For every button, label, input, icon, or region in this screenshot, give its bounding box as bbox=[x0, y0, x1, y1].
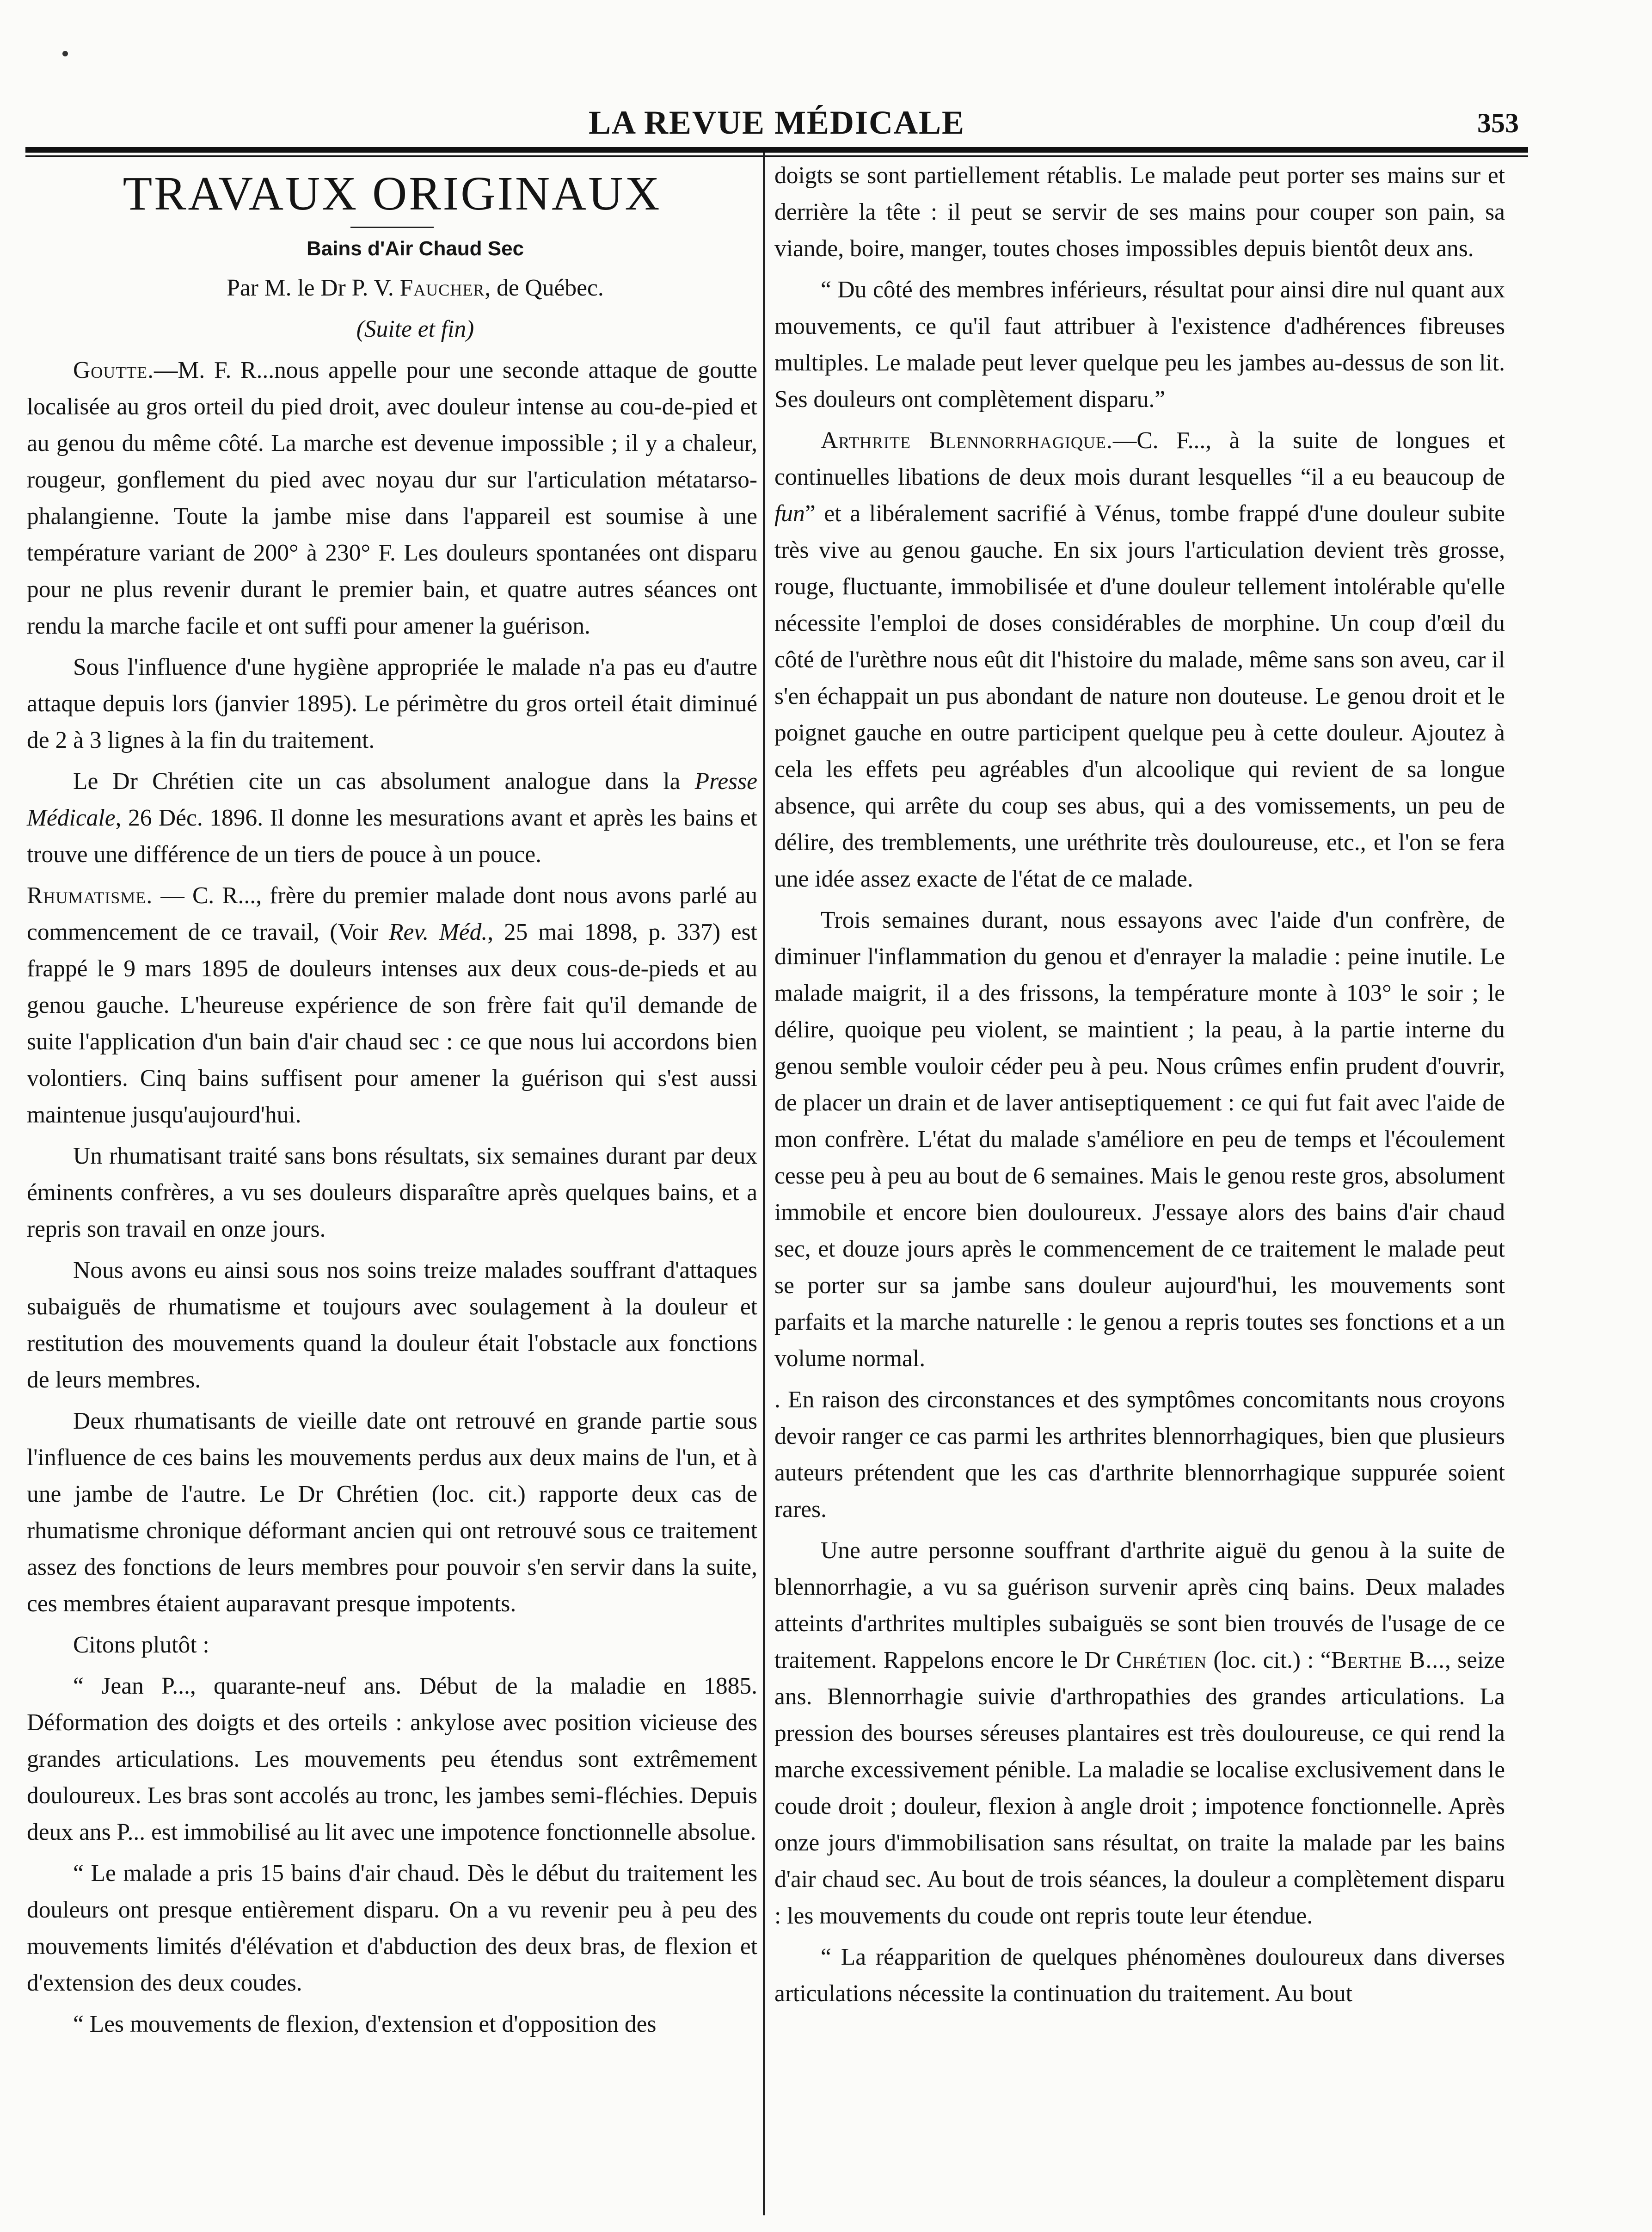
paragraph-rhumatisme bbox=[27, 877, 757, 1133]
paragraph: Trois semaines durant, nous essayons avec l'aide d'un confrère, de diminuer l'inflammation du genou et d'enrayer la maladie : peine inutile. Le malade maigrit, il a des frissons, la température monte à 103° le soir ; le délire, quoique peu violent, se maintient ; la peau, à la partie interne du genou semble vouloir céder peu à peu. Nous crûmes enfin prudent d'ouvrir, de placer un drain et de laver antiseptiquement : ce qui fut fait avec l'aide de mon confrère. L'état du malade s'améliore en peu de temps et l'écoulement cesse peu à peu au bout de 6 semaines. Mais le genou reste gros, absolument immobile et encore bien douloureux. J'essaye alors des bains d'air chaud sec, et douze jours après le commencement de ce traitement le malade peut se porter sur sa jambe sans douleur aujourd'hui, les mouvements sont parfaits et la marche naturelle : le genou a repris toutes ses fonctions et a un volume normal. bbox=[774, 907, 1505, 1372]
paragraph bbox=[774, 1532, 1505, 1934]
paragraph-text: —M. F. R...nous appelle pour une seconde attaque de goutte localisée au gros orteil du pied droit, avec douleur intense au cou-de-pied et au genou du même côté. La marche est devenue impossible ; il y a chaleur, rougeur, gonflement du pied avec noyau dur sur l'articulation métatarso-phalangienne. Toute la jambe mise dans l'appareil est soumise à une température variant de 200° à 230° F. Les douleurs spontanées ont disparu pour ne plus revenir durant le premier bain, et quatre autres séances ont rendu la marche facile et ont suffi pour amener la guérison. bbox=[27, 357, 757, 639]
running-header bbox=[25, 97, 1528, 148]
paragraph: Deux rhumatisants de vieille date ont retrouvé en grande partie sous l'influence de ces bains les mouvements perdus aux deux mains de l'un, et à une jambe de l'autre. Le Dr Chrétien (loc. cit.) rapporte deux cas de rhumatisme chronique déformant ancien qui ont retrouvé sous ce traitement assez des fonctions de leurs membres pour pouvoir s'en servir dans la suite, ces membres étaient auparavant presque impotents. bbox=[27, 1408, 757, 1617]
paragraph: Un rhumatisant traité sans bons résultats, six semaines durant par deux éminents confrères, a vu ses douleurs disparaître après quelques bains, et a repris son travail en onze jours. bbox=[27, 1143, 757, 1242]
paragraph-text: Le Dr Chrétien cite un cas absolument analogue dans la bbox=[73, 768, 695, 795]
paragraph: Nous avons eu ainsi sous nos soins treize malades souffrant d'attaques subaiguës de rhumatisme et toujours avec soulagement à la douleur et restitution des mouvements quand la douleur était l'obstacle aux fonctions de leurs membres. bbox=[27, 1257, 757, 1393]
paragraph-text: Une autre personne souffrant d'arthrite aiguë du genou à la suite de blennorrhagie, a vu sa guérison survenir après cinq bains. Deux malades atteints d'arthrites multiples subaiguës se sont bien trouvés de l'usage de ce traitement. Rappelons encore le Dr bbox=[774, 1537, 1505, 1673]
ink-speck bbox=[62, 51, 68, 56]
byline-prefix: Par M. le Dr P. V. bbox=[227, 275, 400, 301]
paragraph-text: , 25 mai 1898, p. 337) est frappé le 9 mars 1895 de douleurs intenses aux deux cous-de-pieds et au genou gauche. L'heureuse expérience de son frère fait qu'il demande de suite l'application d'un bain d'air chaud sec : ce que nous lui accordons bien volontiers. Cinq bains suffisent pour amener la guérison qui s'est aussi maintenue jusqu'aujourd'hui. bbox=[27, 919, 757, 1128]
article-title: Bains d'Air Chaud Sec bbox=[306, 237, 524, 260]
section-title: TRAVAUX ORIGINAUX bbox=[123, 167, 662, 220]
paragraph-text: , seize ans. Blennorrhagie suivie d'arthropathies des grandes articulations. La pression des bourses séreuses plantaires est très douloureuse, ce qui rend la marche excessivement pénible. La maladie se localise exclusivement dans le coude droit ; douleur, flexion à angle droit ; impotence fonctionnelle. Après onze jours d'immobilisation sans résultat, on traite la malade par les bains d'air chaud sec. Au bout de trois séances, la douleur a complètement disparu : les mouvements du coude ont repris toute leur étendue. bbox=[774, 1647, 1505, 1929]
title-rule bbox=[350, 227, 434, 228]
quoted-paragraph: “ Jean P..., quarante-neuf ans. Début de la maladie en 1885. Déformation des doigts et des orteils : ankylose avec position vicieuse des grandes articulations. Les mouvements peu étendus sont extrêmement douloureux. Les bras sont accolés au tronc, les jambes semi-fléchies. Depuis deux ans P... est immobilisé au lit avec une impotence fonctionnelle absolue. bbox=[27, 1673, 757, 1845]
paragraph: . En raison des circonstances et des symptômes concomitants nous croyons devoir ranger ce cas parmi les arthrites blennorrhagiques, bien que plusieurs auteurs prétendent que les cas d'arthrite blennorrhagique suppurée soient rares. bbox=[774, 1387, 1505, 1523]
paragraph-text: —C. F..., à la suite de longues et continuelles libations de deux mois durant lesquelles “il a eu beaucoup de bbox=[774, 427, 1505, 490]
paragraph-continued: doigts se sont partiellement rétablis. Le malade peut porter ses mains sur et derrière la tête : il peut se servir de ses mains pour couper son pain, sa viande, boire, manger, toutes choses impossibles depuis bientôt deux ans. bbox=[774, 162, 1505, 262]
right-column bbox=[774, 157, 1505, 2016]
patient-name: Berthe B... bbox=[1331, 1647, 1445, 1673]
quoted-paragraph: “ Le malade a pris 15 bains d'air chaud. Dès le début du traitement les douleurs ont presque entièrement disparu. On a vu revenir peu à peu des mouvements limités d'élévation et d'abduction des deux bras, de flexion et d'extension des deux coudes. bbox=[27, 1860, 757, 1996]
continuation-note: (Suite et fin) bbox=[356, 316, 474, 342]
paragraph: Citons plutôt : bbox=[73, 1632, 209, 1658]
byline bbox=[27, 270, 757, 306]
italic-word: fun bbox=[774, 500, 805, 527]
paragraph bbox=[27, 763, 757, 873]
paragraph-text: (loc. cit.) : “ bbox=[1207, 1647, 1331, 1673]
paragraph-text: , 26 Déc. 1896. Il donne les mesurations avant et après les bains et trouve une différence de un tiers de pouce à un pouce. bbox=[27, 805, 757, 868]
left-column bbox=[27, 157, 757, 2047]
journal-citation: Presse Médicale bbox=[27, 768, 757, 831]
paragraph-goutte bbox=[27, 352, 757, 644]
run-in-heading: Goutte. bbox=[73, 357, 154, 383]
byline-suffix: , de Québec. bbox=[485, 275, 604, 301]
cited-author: Chrétien bbox=[1116, 1647, 1207, 1673]
quoted-paragraph: “ Les mouvements de flexion, d'extension et d'opposition des bbox=[73, 2011, 657, 2037]
page-number: 353 bbox=[1477, 108, 1519, 138]
journal-title: LA REVUE MÉDICALE bbox=[588, 104, 965, 141]
column-divider bbox=[763, 153, 765, 2215]
run-in-heading: Arthrite Blennorrhagique. bbox=[821, 427, 1113, 454]
journal-citation: Rev. Méd. bbox=[389, 919, 488, 945]
run-in-heading: Rhumatisme. bbox=[27, 882, 153, 909]
quoted-paragraph: “ La réapparition de quelques phénomènes douloureux dans diverses articulations nécessite la continuation du traitement. Au bout bbox=[774, 1944, 1505, 2007]
quoted-paragraph: “ Du côté des membres inférieurs, résultat pour ainsi dire nul quant aux mouvements, ce qu'il faut attribuer à l'existence d'adhérences fibreuses multiples. Le malade peut lever quelque peu les jambes au-dessus de son lit. Ses douleurs ont complètement disparu.” bbox=[774, 277, 1505, 413]
paragraph-text: ” et a libéralement sacrifié à Vénus, tombe frappé d'une douleur subite très vive au genou gauche. En six jours l'articulation devient très grosse, rouge, fluctuante, immobilisée et d'une douleur tellement intolérable qu'elle nécessite l'emploi de doses considérables de morphine. Un coup d'œil du côté de l'urèthre nous eût dit l'histoire du malade, même sans son aveu, car il s'en échappait un pus abondant de nature non douteuse. Le genou droit et le poignet gauche en outre participent quelque peu à cette douleur. Ajoutez à cela les effets peu agréables d'un alcoolique qui revient de sa longue absence, qui arrête du coup ses abus, qui a des vomissements, un peu de délire, des tremblements, une uréthrite très douloureuse, etc., et l'on se fera une idée assez exacte de l'état de ce malade. bbox=[774, 500, 1505, 892]
author-name: Faucher bbox=[399, 275, 485, 301]
paragraph: Sous l'influence d'une hygiène appropriée le malade n'a pas eu d'autre attaque depuis lors (janvier 1895). Le périmètre du gros orteil était diminué de 2 à 3 lignes à la fin du traitement. bbox=[27, 654, 757, 753]
paragraph-arthrite bbox=[774, 422, 1505, 897]
paragraph-text: — C. R..., frère du premier malade dont nous avons parlé au commencement de ce travail, (Voir bbox=[27, 882, 757, 945]
header-rule-thick bbox=[25, 147, 1528, 153]
